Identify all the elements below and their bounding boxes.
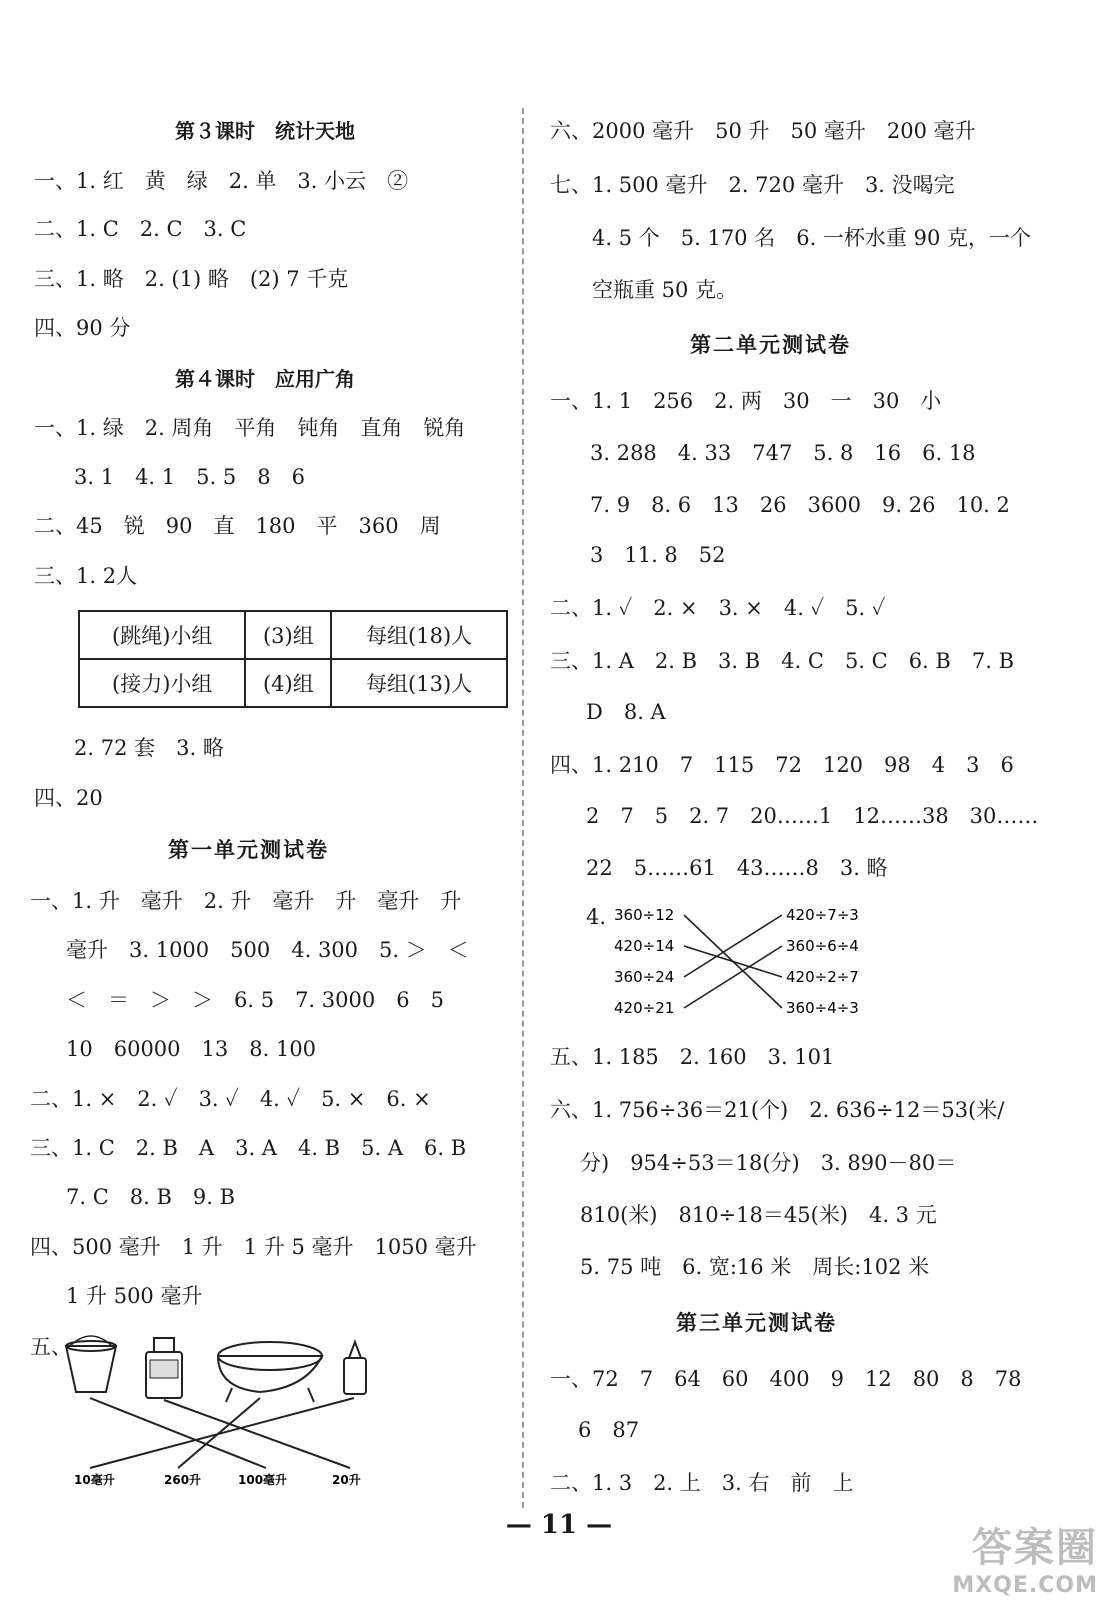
lesson4-title: 第４课时 应用广角 [175, 367, 355, 391]
expression-right: 360÷6÷4 [786, 937, 859, 955]
answer-line: 毫升 3. 1000 500 4. 300 5. ＞ ＜ [66, 938, 469, 962]
match-line [90, 1398, 266, 1468]
left-column [0, 0, 520, 1600]
match-line [684, 915, 782, 977]
expression-left: 360÷24 [614, 968, 675, 986]
table-cell: (3)组 [245, 611, 331, 659]
answer-line: 二、1. ✓ 2. × 3. × 4. ✓ 5. ✓ [550, 596, 886, 620]
answer-line: 3 11. 8 52 [590, 543, 726, 567]
division-matching-figure [610, 900, 880, 1026]
answer-line: 四、20 [34, 786, 103, 810]
capacity-label: 260升 [164, 1473, 202, 1487]
answer-line: 二、1. C 2. C 3. C [34, 217, 247, 241]
answer-line: 一、1. 红 黄 绿 2. 单 3. 小云 ② [34, 169, 409, 193]
answer-line: 四、90 分 [34, 316, 131, 340]
watermark-url: MXQE.COM [952, 1573, 1098, 1598]
answer-line: 一、1. 1 256 2. 两 30 一 30 小 [550, 389, 942, 413]
small-bottle-icon [344, 1342, 366, 1394]
answer-line: 1 升 500 毫升 [66, 1284, 203, 1308]
bucket-icon [66, 1336, 116, 1392]
expression-right: 420÷7÷3 [786, 906, 859, 924]
match-line [90, 1398, 354, 1468]
answer-line: 810(米) 810÷18＝45(米) 4. 3 元 [580, 1203, 937, 1227]
answer-line: 四、1. 210 7 115 72 120 98 4 3 6 [550, 753, 1014, 777]
page-number: — 11 — [505, 1510, 613, 1540]
capacity-label: 100毫升 [238, 1473, 288, 1487]
answer-line: 分) 954÷53＝18(分) 3. 890－80＝ [580, 1151, 957, 1175]
question-number: 4. [586, 905, 607, 929]
answer-line: 7. 9 8. 6 13 26 3600 9. 26 10. 2 [590, 493, 1010, 517]
answer-line: 五、1. 185 2. 160 3. 101 [550, 1045, 835, 1069]
table-row [79, 611, 507, 659]
watermark-logo: 答案圈 [972, 1525, 1098, 1571]
table-cell: (跳绳)小组 [79, 611, 245, 659]
answer-line: 2. 72 套 3. 略 [74, 736, 224, 760]
answer-line: 二、1. 3 2. 上 3. 右 前 上 [550, 1471, 854, 1495]
table-cell: (4)组 [245, 659, 331, 707]
answer-line: 二、1. × 2. ✓ 3. ✓ 4. ✓ 5. × 6. × [30, 1087, 431, 1111]
expression-right: 360÷4÷3 [786, 999, 859, 1017]
expression-right: 420÷2÷7 [786, 968, 859, 986]
match-line [164, 1400, 350, 1468]
bathtub-icon [218, 1342, 322, 1402]
unit1-title: 第一单元测试卷 [168, 838, 329, 862]
answer-line: D 8. A [586, 700, 666, 724]
answer-line: 二、45 锐 90 直 180 平 360 周 [34, 514, 441, 538]
answer-line: 7. C 8. B 9. B [66, 1185, 236, 1209]
right-column [530, 0, 1118, 1600]
answer-line: 一、1. 绿 2. 周角 平角 钝角 直角 锐角 [34, 416, 466, 440]
answer-line: 七、1. 500 毫升 2. 720 毫升 3. 没喝完 [550, 173, 955, 197]
unit3-title: 第三单元测试卷 [676, 1311, 837, 1335]
unit2-title: 第二单元测试卷 [690, 333, 851, 357]
answer-line: 三、1. 略 2. (1) 略 (2) 7 千克 [34, 267, 349, 291]
answer-line: 6 87 [578, 1418, 640, 1442]
answer-line: 空瓶重 50 克。 [592, 278, 738, 302]
answer-line: 22 5……61 43……8 3. 略 [586, 856, 888, 880]
capacity-label: 10毫升 [74, 1473, 115, 1487]
answer-line: 3. 288 4. 33 747 5. 8 16 6. 18 [590, 441, 976, 465]
answer-line: 三、1. 2人 [34, 564, 138, 588]
capacity-label: 20升 [332, 1473, 361, 1487]
table-row [79, 659, 507, 707]
answer-line: 三、1. A 2. B 3. B 4. C 5. C 6. B 7. B [550, 649, 1015, 673]
lesson3-title: 第３课时 统计天地 [175, 119, 355, 143]
answer-line: 一、72 7 64 60 400 9 12 80 8 78 [550, 1367, 1022, 1391]
column-divider [522, 108, 524, 1508]
answer-line: 5. 75 吨 6. 宽:16 米 周长:102 米 [580, 1255, 930, 1279]
answer-line: 3. 1 4. 1 5. 5 8 6 [74, 465, 305, 489]
expression-left: 420÷21 [614, 999, 675, 1017]
answer-line: 10 60000 13 8. 100 [66, 1037, 317, 1061]
table-cell: 每组(18)人 [331, 611, 507, 659]
answer-line: 4. 5 个 5. 170 名 6. 一杯水重 90 克，一个 [592, 226, 1031, 250]
expression-left: 420÷14 [614, 937, 675, 955]
match-line [684, 946, 782, 1008]
answer-line: 一、1. 升 毫升 2. 升 毫升 升 毫升 升 [30, 889, 462, 913]
expression-left: 360÷12 [614, 906, 675, 924]
watermark [952, 1516, 1098, 1598]
answer-line: 六、2000 毫升 50 升 50 毫升 200 毫升 [550, 119, 976, 143]
answer-line: 四、500 毫升 1 升 1 升 5 毫升 1050 毫升 [30, 1235, 477, 1259]
capacity-matching-figure [60, 1330, 390, 1490]
bottle-icon [146, 1338, 182, 1398]
match-line [684, 946, 782, 977]
answer-line: 六、1. 756÷36＝21(个) 2. 636÷12＝53(米/ [550, 1098, 1005, 1122]
answer-line: 五、 [30, 1335, 72, 1359]
answer-line: 三、1. C 2. B A 3. A 4. B 5. A 6. B [30, 1136, 467, 1160]
table-cell: 每组(13)人 [331, 659, 507, 707]
table-cell: (接力)小组 [79, 659, 245, 707]
group-table [78, 610, 508, 708]
answer-line: 2 7 5 2. 7 20……1 12……38 30…… [586, 804, 1039, 828]
answer-line: ＜ ＝ ＞ ＞ 6. 5 7. 3000 6 5 [66, 988, 444, 1012]
